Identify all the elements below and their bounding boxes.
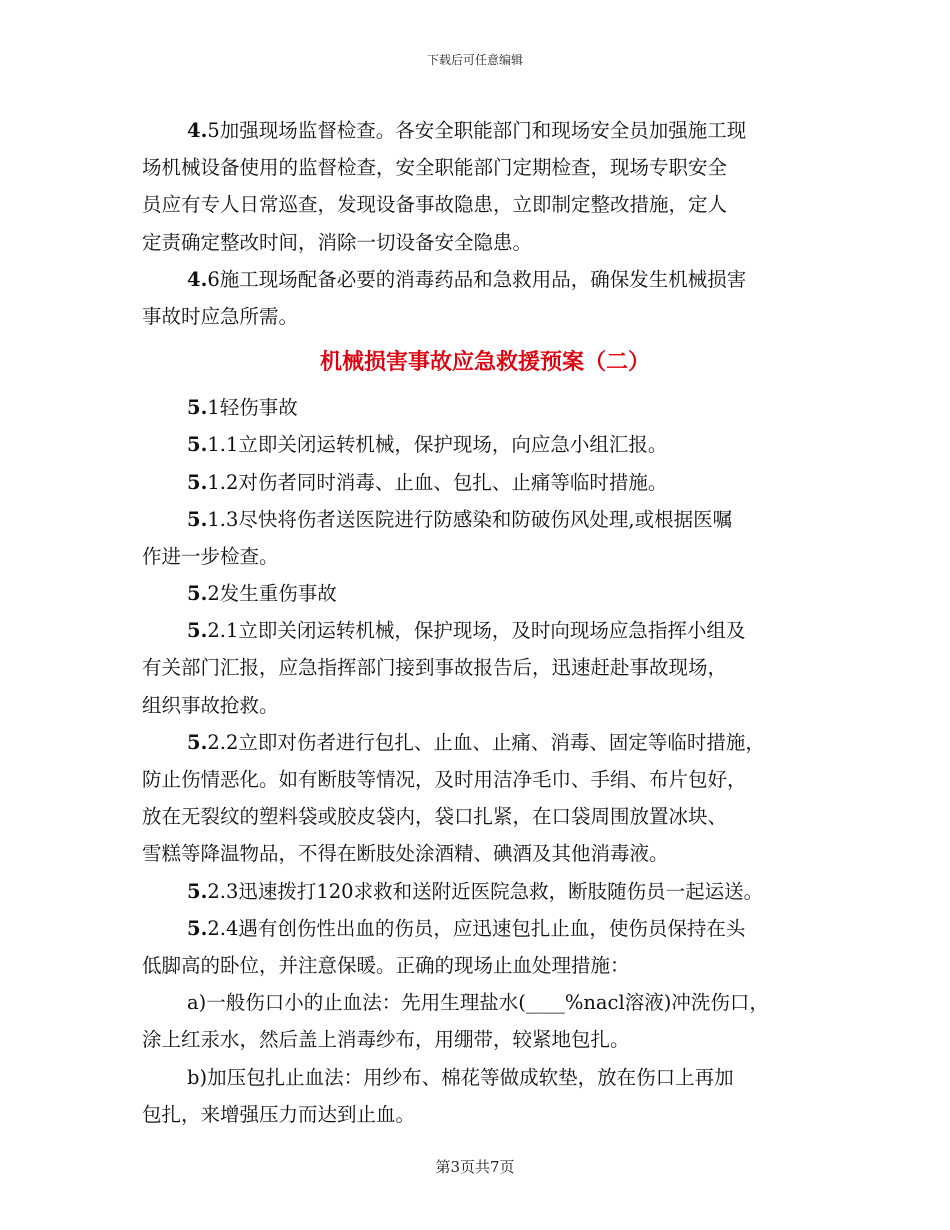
text-line — [142, 947, 828, 984]
text-line — [142, 1096, 828, 1133]
line-text: 2.2立即对伤者进行包扎、止血、止痛、消毒、固定等临时措施， — [207, 730, 765, 754]
text-line — [142, 298, 828, 335]
paragraph — [142, 1059, 828, 1133]
line-text: 事故时应急所需。 — [142, 304, 299, 328]
paragraph — [142, 426, 828, 463]
paragraph — [142, 261, 828, 335]
text-line — [142, 186, 828, 223]
page-footer: 第3页共7页 — [435, 1158, 515, 1176]
text-line — [142, 910, 828, 947]
section-4-paragraphs — [142, 112, 828, 335]
text-line — [142, 575, 828, 612]
text-line — [142, 761, 828, 798]
paragraph — [142, 612, 828, 724]
document-body — [142, 112, 828, 1133]
text-line — [142, 1059, 828, 1096]
line-text: 定责确定整改时间，消除一切设备安全隐患。 — [142, 230, 533, 254]
text-line — [142, 687, 828, 724]
line-text: 涂上红汞水，然后盖上消毒纱布，用绷带，较紧地包扎。 — [142, 1028, 630, 1052]
clause-number: 5. — [187, 507, 208, 531]
line-text: a)一般伤口小的止血法：先用生理盐水(____%nacl溶液)冲洗伤口， — [187, 991, 769, 1015]
line-text: 雪糕等降温物品，不得在断肢处涂酒精、碘酒及其他消毒液。 — [142, 842, 669, 866]
text-line — [142, 501, 828, 538]
line-text: 1.1立即关闭运转机械，保护现场，向应急小组汇报。 — [207, 433, 668, 457]
line-text: 员应有专人日常巡查，发现设备事故隐患，立即制定整改措施，定人 — [142, 193, 728, 217]
text-line — [142, 873, 828, 910]
line-text: 1.3尽快将伤者送医院进行防感染和防破伤风处理,或根据医嘱 — [207, 507, 733, 531]
paragraph — [142, 575, 828, 612]
line-text: 2发生重伤事故 — [207, 582, 337, 606]
line-text: 2.1立即关闭运转机械，保护现场，及时向现场应急指挥小组及 — [207, 619, 746, 643]
line-text: 1.2对伤者同时消毒、止血、包扎、止痛等临时措施。 — [207, 470, 668, 494]
text-line — [142, 835, 828, 872]
line-text: 2.3迅速拨打120求救和送附近医院急救，断肢随伤员一起运送。 — [207, 879, 764, 903]
line-text: 场机械设备使用的监督检查，安全职能部门定期检查，现场专职安全 — [142, 156, 728, 180]
clause-number: 5. — [187, 730, 208, 754]
line-text: 放在无裂纹的塑料袋或胶皮袋内，袋口扎紧，在口袋周围放置冰块、 — [142, 805, 728, 829]
clause-number: 5. — [187, 619, 208, 643]
line-text: 低脚高的卧位，并注意保暖。正确的现场止血处理措施： — [142, 953, 630, 977]
section-5-paragraphs — [142, 389, 828, 1133]
clause-number: 5. — [187, 396, 208, 420]
text-line — [142, 426, 828, 463]
line-text: 作进一步检查。 — [142, 544, 279, 568]
text-line — [142, 538, 828, 575]
text-line — [142, 798, 828, 835]
line-text: 防止伤情恶化。如有断肢等情况，及时用洁净毛巾、手绢、布片包好， — [142, 768, 747, 791]
paragraph — [142, 112, 828, 261]
paragraph — [142, 910, 828, 984]
clause-number: 4. — [187, 267, 208, 291]
paragraph — [142, 724, 828, 873]
text-line — [142, 984, 828, 1021]
line-text: 2.4遇有创伤性出血的伤员，应迅速包扎止血，使伤员保持在头 — [207, 916, 746, 940]
text-line — [142, 649, 828, 686]
clause-number: 5. — [187, 916, 208, 940]
text-line — [142, 724, 828, 761]
page-header: 下载后可任意编辑 — [426, 53, 523, 67]
paragraph — [142, 873, 828, 910]
line-text: 组织事故抢救。 — [142, 693, 279, 717]
text-line — [142, 612, 828, 649]
line-text: 包扎，来增强压力而达到止血。 — [142, 1102, 416, 1126]
line-text: b)加压包扎止血法：用纱布、棉花等做成软垫，放在伤口上再加 — [187, 1065, 734, 1089]
clause-number: 5. — [187, 582, 208, 606]
text-line — [142, 389, 828, 426]
text-line — [142, 224, 828, 261]
text-line — [142, 149, 828, 186]
paragraph — [142, 464, 828, 501]
line-text: 1轻伤事故 — [207, 396, 298, 420]
paragraph — [142, 389, 828, 426]
text-line — [142, 1021, 828, 1058]
paragraph — [142, 501, 828, 575]
text-line — [142, 464, 828, 501]
line-text: 有关部门汇报，应急指挥部门接到事故报告后，迅速赶赴事故现场， — [142, 656, 728, 680]
clause-number: 5. — [187, 433, 208, 457]
clause-number: 4. — [187, 119, 208, 142]
text-line — [142, 112, 828, 149]
clause-number: 5. — [187, 879, 208, 903]
clause-number: 5. — [187, 470, 208, 494]
section-title: 机械损害事故应急救援预案（二） — [319, 349, 650, 376]
line-text: 5加强现场监督检查。各安全职能部门和现场安全员加强施工现 — [207, 119, 747, 142]
text-line — [142, 261, 828, 298]
paragraph — [142, 984, 828, 1058]
line-text: 6施工现场配备必要的消毒药品和急救用品，确保发生机械损害 — [207, 267, 747, 291]
